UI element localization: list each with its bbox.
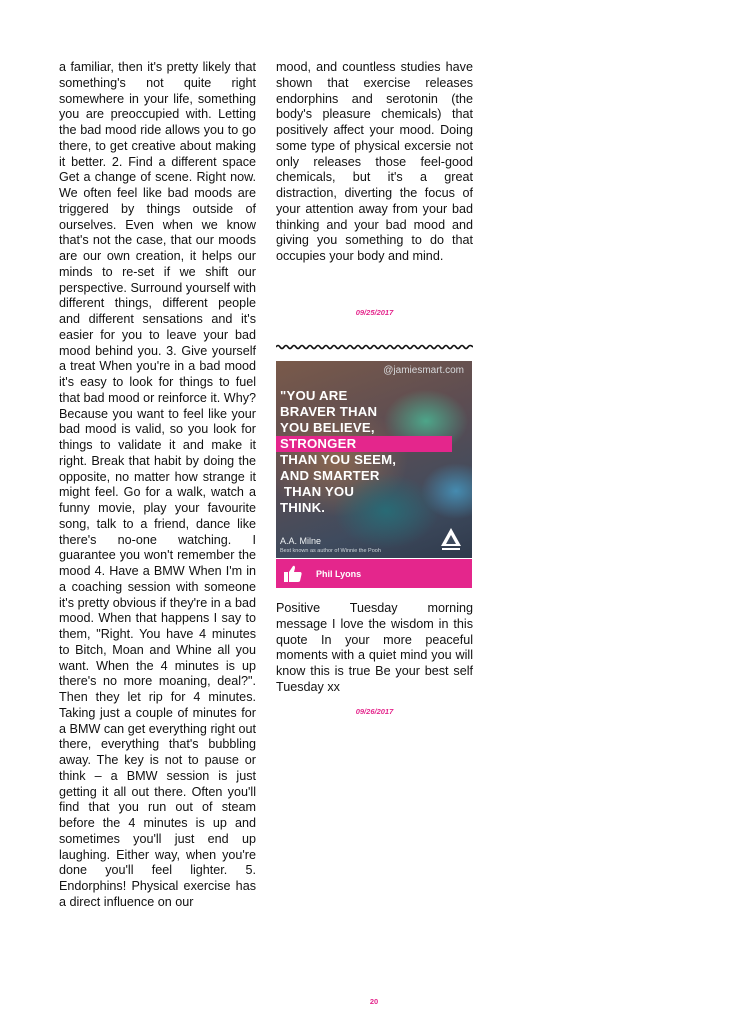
poster-name: Phil Lyons [316, 568, 362, 579]
quote-line-highlighted: STRONGER [276, 436, 452, 452]
poster-bar [276, 559, 472, 588]
quote-line: BRAVER THAN [280, 404, 378, 419]
post-1-text: mood, and countless studies have shown that exercise releases endorphins and serotonin (the body's pleasure chemicals) that positively affect your mood. Doing some type of physical excersie not only releases those feel-good chemicals, but it's a great distraction, diverting the focus of your attention away from your bad thinking and your bad mood and giving you something to do that occupies your body and mind. [276, 60, 473, 263]
post-2-date: 09/26/2017 [355, 707, 394, 716]
quote-line: THINK. [280, 500, 326, 515]
right-column-bottom [276, 601, 473, 696]
clarity-logo-icon [440, 527, 462, 553]
post-2-text: Positive Tuesday morning message I love the wisdom in this quote In your more peaceful moments with a quiet mind you will know this is true Be your best self Tuesday xx [276, 601, 473, 694]
quote-handle: @jamiesmart.com [383, 365, 464, 376]
quote-author-subtitle: Best known as author of Winnie the Pooh [280, 548, 381, 554]
page-number: 20 [369, 997, 379, 1006]
post-2-date-wrap [276, 707, 473, 716]
quote-line: YOU BELIEVE, [280, 420, 375, 435]
thumbs-up-icon [282, 563, 304, 585]
quote-image [276, 361, 472, 558]
wavy-divider [276, 342, 473, 352]
left-column [59, 60, 256, 911]
quote-line: AND SMARTER [280, 468, 380, 483]
quote-text [280, 388, 470, 516]
post-1-date: 09/25/2017 [355, 308, 394, 317]
quote-line: "YOU ARE [280, 388, 348, 403]
quote-author: A.A. Milne [280, 536, 322, 546]
quote-line: THAN YOU SEEM, [280, 452, 397, 467]
post-1-date-wrap [276, 308, 473, 317]
article-body-left: a familiar, then it's pretty likely that something's not quite right somewhere in your life, something you are preoccupied with. Letting the bad mood ride allows you to go there, to get creative about making it better. 2. Find a different space Get a change of scene. Right now. We often feel like bad moods are triggered by things outside of ourselves. Even when we know that's not the case, that our moods are our own creation, it helps our minds to re-set if we shift our perspective. Surround yourself with different things, different people and different sensations and it's easier for you to leave your bad mood behind you. 3. Give yourself a treat When you're in a bad mood it's easy to look for things to fuel that bad mood or reinforce it. Why? Because you want to feel like your bad mood is valid, so you look for things to validate it and make it right. Break that habit by doing the opposite, no matter how strange it might feel. Go for a walk, watch a funny movie, play your favourite song, talk to a friend, dance like there's no-one watching. I guarantee you won't remember the mood 4. Have a BMW When I'm in a coaching session with someone it's pretty obvious if they're in a bad mood. When that happens I say to them, "Right. You have 4 minutes to Bitch, Moan and Whine all you want. When the 4 minutes is up there's no more moaning, deal?". Then they let rip for 4 minutes. Taking just a couple of minutes for a BMW can get everything right out there, everything that's bubbling away. The key is not to pause or think – a BMW session is just getting it all out there. Often you'll find that you run out of steam before the 4 minutes is up and sometimes you'll just end up laughing. Either way, when you're done you'll feel lighter. 5. Endorphins! Physical exercise has a direct influence on our [59, 60, 256, 909]
quote-line: THAN YOU [280, 484, 355, 499]
right-column-top [276, 60, 473, 265]
